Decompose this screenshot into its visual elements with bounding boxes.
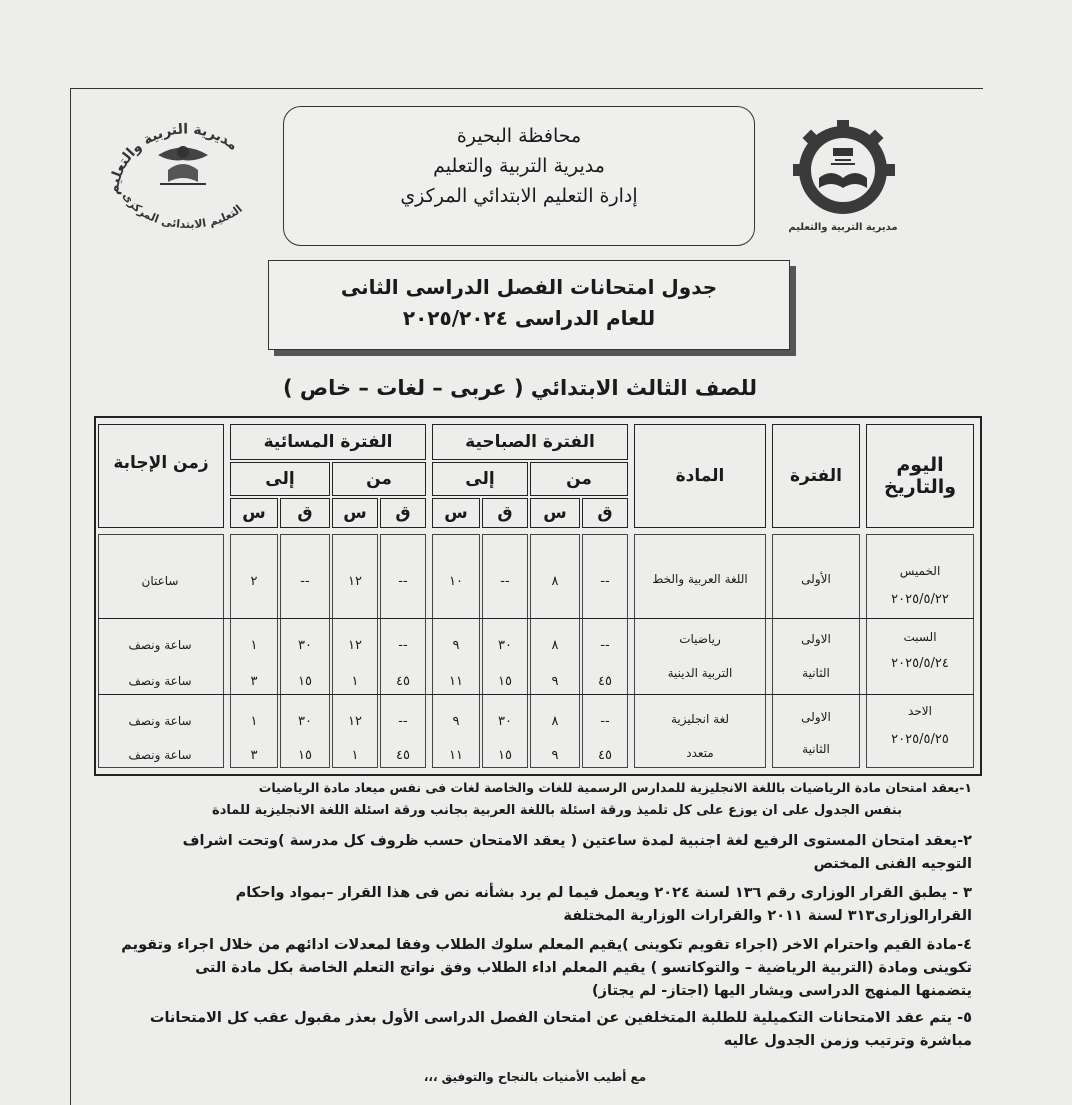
closing-wishes: مع أطيب الأمنيات بالنجاح والتوفيق ،،،: [423, 1070, 647, 1084]
row3a-mf-q: --: [600, 714, 610, 729]
row1-duration: ساعتان: [141, 574, 179, 588]
header-et-s: [230, 498, 278, 528]
header-ef-s: [332, 498, 378, 528]
note-line: ٢-يعقد امتحان المستوى الرفيع لغة اجنبية لمدة ساعتين ( يعقد الامتحان حسب ظروف كل مدرسة )وتحت اشراف: [182, 833, 972, 849]
row3a-ef-s: ١٢: [348, 714, 362, 729]
title-box: [268, 260, 790, 350]
header-q-label: ق: [395, 503, 411, 523]
svg-text:مديرية التربية والتعليم: مديرية التربية والتعليم: [105, 121, 241, 196]
header-q-label: ق: [497, 503, 513, 523]
header-et-q: [280, 498, 330, 528]
row2b-mt-s: ١١: [449, 674, 463, 689]
header-box: [283, 106, 755, 246]
academic-year: للعام الدراسى ٢٠٢٥/٢٠٢٤: [402, 306, 656, 330]
grade-heading: للصف الثالث الابتدائي ( عربى – لغات – خاص ): [282, 376, 758, 400]
header-morning-to: [432, 462, 528, 496]
note-line: ١-يعقد امتحان مادة الرياضيات باللغة الانجليزية للمدارس الرسمية للغات والخاصة لغات فى نفس ميعاد مادة الرياضيات: [258, 780, 972, 795]
header-s-label: س: [343, 503, 367, 523]
row2a-duration: ساعة ونصف: [128, 638, 192, 652]
row1-et-q: --: [300, 574, 310, 589]
svg-text:ادارة التعليم الابتدائى المركز: التعليم الابتدائى المركزى: [120, 190, 245, 232]
row2b-ef-s: ١: [351, 674, 359, 689]
header-evening-from-label: من: [366, 469, 392, 489]
notes-section: [96, 776, 972, 1053]
row3b-ef-q: ٤٥: [396, 748, 410, 763]
note-line: يتضمنها المنهج الدراسى ويشار اليها (اجتاز- لم يجتاز): [592, 983, 972, 999]
header-morning-from-label: من: [566, 469, 592, 489]
row3a-mt-q: ٣٠: [498, 714, 512, 729]
row3a-et-s: ١: [250, 714, 258, 729]
note-line: مباشرة وترتيب وزمن الجدول عاليه: [723, 1033, 972, 1049]
row3-date: ٢٠٢٥/٥/٢٥: [891, 732, 949, 747]
header-morning-from: [530, 462, 628, 496]
row1-et-s: ٢: [250, 574, 258, 589]
header-subject: [634, 424, 766, 528]
header-ef-q: [380, 498, 426, 528]
row2-day: السبت: [903, 630, 937, 644]
note-line: القرارالوزارى٣١٣ لسنة ٢٠١١ والقرارات الوزارية المختلفة: [563, 908, 972, 924]
note-line: ٤-مادة القيم واحترام الاخر (اجراء تقويم تكوينى )يقيم المعلم سلوك الطلاب وفقا لمعدلات ادائهم من خلال اجراء وتقويم: [121, 937, 972, 953]
row3a-subject: لغة انجليزية: [670, 712, 730, 726]
row2a-ef-q: --: [398, 638, 408, 653]
row2b-mt-q: ١٥: [498, 674, 512, 689]
note-line: ٣ - يطبق القرار الوزارى رقم ١٣٦ لسنة ٢٠٢٤ ويعمل فيما لم يرد بشأنه نص فى هذا القرار –بمواد واحكام: [235, 885, 972, 901]
row3b-mt-s: ١١: [449, 748, 463, 763]
row3a-period: الاولى: [801, 710, 831, 724]
header-duration: [98, 424, 224, 528]
header-period-label: الفترة: [790, 466, 842, 486]
header-s-label: س: [242, 503, 266, 523]
header-morning-to-label: إلى: [465, 469, 495, 489]
header-evening-label: الفترة المسائية: [263, 432, 393, 452]
row1-mt-q: --: [500, 574, 510, 589]
row-divider: [98, 618, 974, 619]
row1-subject: اللغة العربية والخط: [652, 572, 748, 586]
header-duration-label: زمن الإجابة: [113, 453, 209, 473]
note-line: بنفس الجدول على ان يوزع على كل تلميذ ورقة اسئلة باللغة العربية بجانب ورقة اسئلة اللغة الانجليزية للمادة: [212, 803, 902, 818]
header-morning: [432, 424, 628, 460]
col-subject: [634, 534, 766, 768]
header-s-label: س: [543, 503, 567, 523]
header-mt-s: [432, 498, 480, 528]
header-q-label: ق: [297, 503, 313, 523]
administration-name: إدارة التعليم الابتدائي المركزي: [400, 185, 638, 207]
row3b-period: الثانية: [802, 742, 830, 756]
row-divider: [98, 694, 974, 695]
header-day-date-label: اليوم والتاريخ: [883, 454, 957, 498]
row2a-mt-q: ٣٠: [498, 638, 512, 653]
row3a-mt-s: ٩: [452, 714, 460, 729]
row2a-mf-q: --: [600, 638, 610, 653]
governorate-name: محافظة البحيرة: [456, 125, 582, 147]
header-mf-s: [530, 498, 580, 528]
note-line: ٥- يتم عقد الامتحانات التكميلية للطلبة المتخلفين عن امتحان الفصل الدراسى الأول بعذر مقبول عقب كل الامتحانات: [149, 1010, 972, 1026]
row2b-duration: ساعة ونصف: [128, 674, 192, 688]
row1-day: الخميس: [899, 564, 941, 578]
header-period: [772, 424, 860, 528]
row1-mt-s: ١٠: [449, 574, 463, 589]
row2a-subject: رياضيات: [679, 632, 721, 646]
header-s-label: س: [444, 503, 468, 523]
row2b-period: الثانية: [802, 666, 830, 680]
row2a-mt-s: ٩: [452, 638, 460, 653]
row2a-et-q: ٣٠: [298, 638, 312, 653]
row3a-mf-s: ٨: [551, 714, 559, 729]
row3b-subject: متعدد: [686, 746, 714, 760]
row1-mf-s: ٨: [551, 574, 559, 589]
row2-date: ٢٠٢٥/٥/٢٤: [891, 656, 949, 671]
header-evening-from: [332, 462, 426, 496]
row1-period: الأولى: [801, 572, 831, 586]
header-mt-q: [482, 498, 528, 528]
col-period: [772, 534, 860, 768]
row2b-subject: التربية الدينية: [667, 666, 733, 680]
header-mf-q: [582, 498, 628, 528]
header-day-date: [866, 424, 974, 528]
row2b-mf-q: ٤٥: [598, 674, 612, 689]
row1-ef-q: --: [398, 574, 408, 589]
row2a-et-s: ١: [250, 638, 258, 653]
row1-date: ٢٠٢٥/٥/٢٢: [891, 592, 949, 607]
row1-ef-s: ١٢: [348, 574, 362, 589]
row2a-period: الاولى: [801, 632, 831, 646]
header-morning-label: الفترة الصباحية: [465, 432, 595, 452]
svg-text:مديرية التربية والتعليم: مديرية التربية والتعليم: [788, 222, 898, 233]
header-evening-to-label: إلى: [265, 469, 295, 489]
ministry-gear-logo: [775, 120, 915, 235]
row1-mf-q: --: [600, 574, 610, 589]
row3b-mf-s: ٩: [551, 748, 559, 763]
header-subject-label: المادة: [675, 466, 725, 486]
note-line: التوجيه الفنى المختص: [813, 856, 972, 872]
row3-day: الاحد: [908, 704, 932, 718]
row2a-ef-s: ١٢: [348, 638, 362, 653]
schedule-title: جدول امتحانات الفصل الدراسى الثانى: [340, 275, 718, 299]
header-q-label: ق: [597, 503, 613, 523]
row3b-ef-s: ١: [351, 748, 359, 763]
header-evening-to: [230, 462, 330, 496]
row3a-duration: ساعة ونصف: [128, 714, 192, 728]
row3b-et-q: ١٥: [298, 748, 312, 763]
row2b-mf-s: ٩: [551, 674, 559, 689]
row2b-et-s: ٣: [250, 674, 258, 689]
row3b-mt-q: ١٥: [498, 748, 512, 763]
directorate-seal-logo: [98, 100, 268, 235]
row3b-duration: ساعة ونصف: [128, 748, 192, 762]
row3b-mf-q: ٤٥: [598, 748, 612, 763]
directorate-name: مديرية التربية والتعليم: [433, 155, 605, 177]
row3a-ef-q: --: [398, 714, 408, 729]
row2b-et-q: ١٥: [298, 674, 312, 689]
note-line: تكوينى ومادة (التربية الرياضية – والتوكاتسو ) يقيم المعلم اداء الطلاب وفق نواتج التعلم الخاصة بكل مادة التى: [195, 960, 972, 976]
row3a-et-q: ٣٠: [298, 714, 312, 729]
row3b-et-s: ٣: [250, 748, 258, 763]
header-evening: [230, 424, 426, 460]
row2a-mf-s: ٨: [551, 638, 559, 653]
row2b-ef-q: ٤٥: [396, 674, 410, 689]
